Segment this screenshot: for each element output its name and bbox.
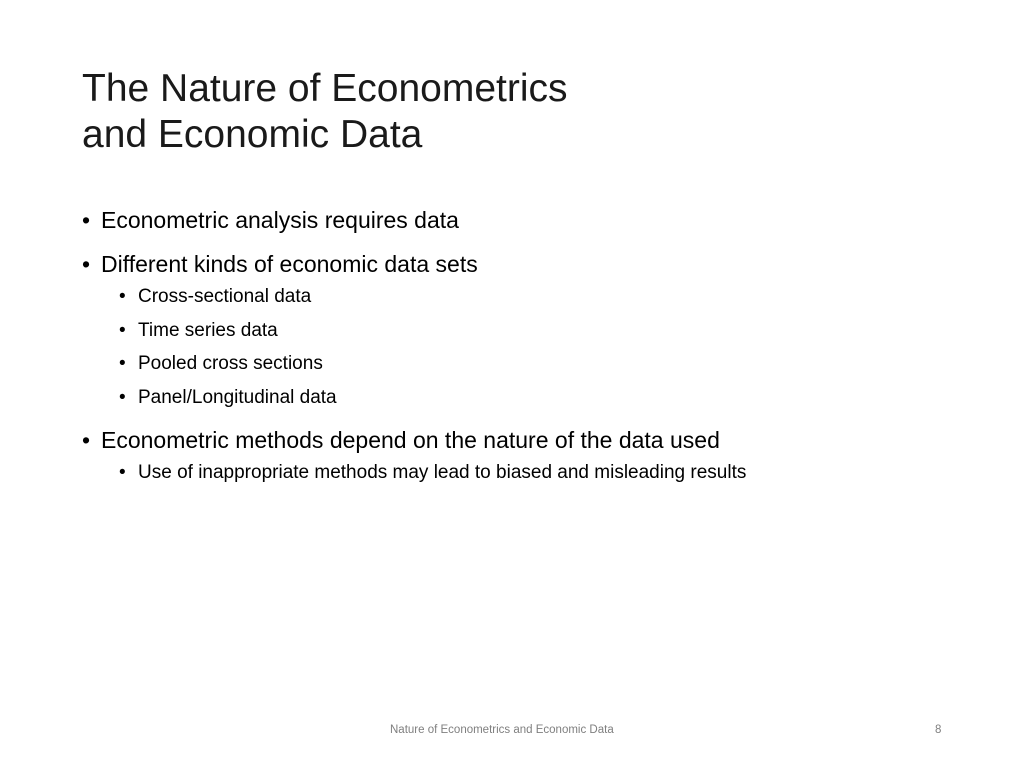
bullet-icon: • — [82, 207, 91, 233]
bullet-icon: • — [119, 461, 126, 483]
slide-title-line-1: The Nature of Econometrics — [82, 67, 568, 110]
sub-bullet-text: Cross-sectional data — [138, 286, 312, 307]
slide-footer — [0, 724, 1024, 744]
sub-bullet-list — [101, 285, 962, 410]
bullet-list — [82, 206, 962, 501]
sub-bullet-item — [101, 319, 962, 343]
bullet-item — [82, 206, 962, 234]
sub-bullet-text: Time series data — [138, 319, 278, 341]
bullet-icon: • — [119, 319, 126, 341]
page-number: 8 — [935, 724, 942, 736]
bullet-text: Different kinds of economic data sets — [101, 251, 478, 277]
bullet-icon: • — [82, 251, 91, 277]
bullet-item — [82, 250, 962, 410]
bullet-icon: • — [119, 286, 126, 307]
bullet-text: Econometric methods depend on the nature of the data used — [101, 426, 720, 453]
sub-bullet-text: Panel/Longitudinal data — [138, 386, 337, 408]
bullet-icon: • — [82, 426, 91, 453]
sub-bullet-item — [101, 285, 962, 309]
sub-bullet-text: Use of inappropriate methods may lead to biased and misleading results — [138, 461, 747, 483]
sub-bullet-text: Pooled cross sections — [138, 353, 323, 374]
bullet-icon: • — [119, 386, 126, 408]
bullet-text: Econometric analysis requires data — [101, 207, 459, 233]
slide-title — [82, 66, 942, 158]
bullet-item — [82, 426, 962, 485]
footer-text: Nature of Econometrics and Economic Data — [390, 724, 614, 736]
sub-bullet-item — [101, 352, 962, 376]
sub-bullet-item — [101, 386, 962, 410]
sub-bullet-list — [101, 461, 962, 485]
sub-bullet-item — [101, 461, 962, 485]
slide-title-line-2: and Economic Data — [82, 113, 423, 156]
bullet-icon: • — [119, 353, 126, 374]
